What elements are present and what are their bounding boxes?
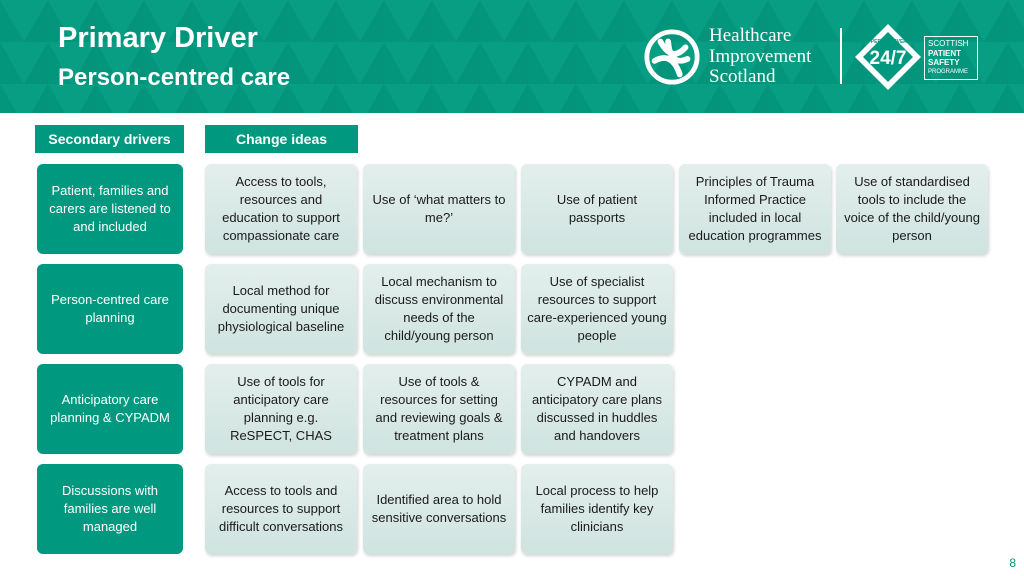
driver-listened-included: Patient, families and carers are listened to and included: [37, 164, 183, 254]
programme-line-4: PROGRAMME: [928, 68, 969, 75]
idea-card: Local mechanism to discuss environmental needs of the child/young person: [363, 264, 515, 354]
idea-card: Use of standardised tools to include the voice of the child/young person: [836, 164, 988, 254]
idea-card: Use of specialist resources to support care-experienced young people: [521, 264, 673, 354]
idea-card: Use of patient passports: [521, 164, 673, 254]
idea-card: Use of tools & resources for setting and reviewing goals & treatment plans: [363, 364, 515, 454]
idea-card: CYPADM and anticipatory care plans discussed in huddles and handovers: [521, 364, 673, 454]
idea-card: Use of tools for anticipatory care planning e.g. ReSPECT, CHAS: [205, 364, 357, 454]
tab-secondary-drivers: Secondary drivers: [35, 125, 184, 153]
every-person-every-time-badge-icon: [853, 22, 923, 92]
tab-change-ideas: Change ideas: [205, 125, 358, 153]
page-number: 8: [1009, 556, 1016, 570]
idea-card: Access to tools, resources and education to support compassionate care: [205, 164, 357, 254]
programme-line-3: SAFETY: [928, 58, 960, 67]
logo-divider: [840, 28, 842, 84]
org-name-line-3: Scotland: [709, 66, 776, 87]
org-name-line-2: Improvement: [709, 45, 812, 67]
driver-discussions-managed: Discussions with families are well managed: [37, 464, 183, 554]
driver-care-planning: Person-centred care planning: [37, 264, 183, 354]
org-name: [709, 26, 811, 88]
idea-card: Local method for documenting unique physiological baseline: [205, 264, 357, 354]
idea-card: Use of ‘what matters to me?’: [363, 164, 515, 254]
page-title: Primary Driver: [58, 22, 258, 54]
his-knot-logo-icon: [643, 28, 701, 86]
idea-card: Access to tools and resources to support difficult conversations: [205, 464, 357, 554]
badge-text: EVERY PERSON EVERY TIME: [853, 39, 923, 45]
page-subtitle: Person-centred care: [58, 64, 291, 91]
driver-anticipatory-care: Anticipatory care planning & CYPADM: [37, 364, 183, 454]
spsp-programme-label: [924, 36, 978, 80]
idea-card: Local process to help families identify key clinicians: [521, 464, 673, 554]
programme-line-1: SCOTTISH: [928, 39, 969, 48]
programme-line-2: PATIENT: [928, 48, 962, 58]
badge-number: 24/7: [869, 48, 907, 69]
header-banner: [0, 0, 1024, 113]
idea-card: Principles of Trauma Informed Practice included in local education programmes: [679, 164, 831, 254]
org-name-line-1: Healthcare: [709, 25, 792, 46]
idea-card: Identified area to hold sensitive conversations: [363, 464, 515, 554]
